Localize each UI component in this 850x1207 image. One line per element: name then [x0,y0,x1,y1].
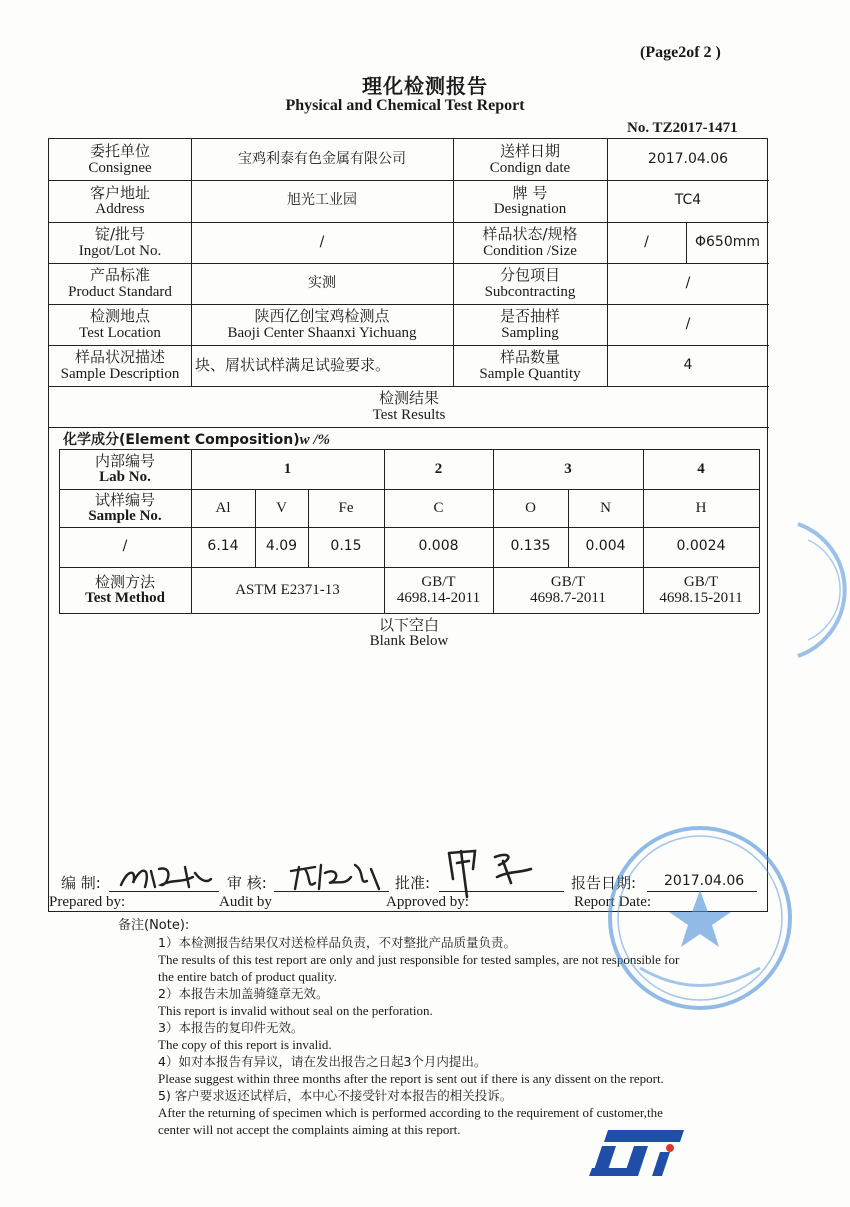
sample-quantity-label: 样品数量 Sample Quantity [479,348,581,382]
report-date-label-en: Report Date: [574,894,652,910]
element-value: 0.15 [330,538,362,555]
report-date-label-zh: 报告日期: [571,874,637,892]
product-standard-label: 产品标准 Product Standard [68,266,172,300]
subcontracting-label: 分包项目 Subcontracting [484,266,576,300]
prepared-signature [115,857,215,897]
condign-date-value: 2017.04.06 [647,150,729,167]
sample-description-value: 块、屑状试样满足试验要求。 [195,356,391,375]
test-method-value: GB/T 4698.15-2011 [659,573,743,606]
ingot-lot-label: 锭/批号 Ingot/Lot No. [78,225,162,259]
designation-value: TC4 [674,192,702,209]
lab-number: 4 [697,460,705,477]
element-value: 6.14 [207,538,239,555]
report-title-zh: 理化检测报告 [362,74,488,98]
sampling-label: 是否抽样 Sampling [499,307,560,341]
perforation-seal-stamp [790,520,850,660]
report-title-en: Physical and Chemical Test Report [285,97,525,114]
element-value: 0.008 [418,538,459,555]
blank-below: 以下空白 Blank Below [369,615,449,649]
element-header: Al [215,499,231,516]
report-date-value: 2017.04.06 [664,873,745,889]
condign-date-label: 送样日期 Condign date [489,142,571,176]
sampling-value: / [685,315,691,332]
element-header: V [276,499,287,516]
test-location-value: 陕西亿创宝鸡检测点 Baoji Center Shaanxi Yichuang [227,307,417,341]
sample-quantity-value: 4 [683,356,693,373]
test-method-value: GB/T 4698.7-2011 [530,573,606,606]
test-method-value: GB/T 4698.14-2011 [396,573,481,606]
lti-logo [588,1128,688,1180]
element-header: C [433,499,444,516]
lab-number: 3 [564,460,572,477]
consignee-label: 委托单位 Consignee [88,142,152,176]
element-value: 0.0024 [676,538,726,555]
designation-label: 牌 号 Designation [493,183,567,217]
approved-signature [439,839,549,901]
audit-signature [285,855,385,897]
sample-no-label: 试样编号 Sample No. [88,490,162,524]
consignee-value: 宝鸡利泰有色金属有限公司 [238,150,406,167]
test-method-value: ASTM E2371-13 [235,581,340,598]
report-number: No. TZ2017-1471 [627,120,738,136]
notes-heading: 备注(Note): [118,918,190,933]
note-zh: 3）本报告的复印件无效。 [158,1020,304,1035]
test-results-heading: 检测结果 Test Results [372,389,446,423]
subcontracting-value: / [685,274,691,291]
note-zh: 1）本检测报告结果仅对送检样品负责，不对整批产品质量负责。 [158,935,516,950]
size-value: Φ650mm [694,233,761,250]
note-zh: 4）如对本报告有异议，请在发出报告之日起3个月内提出。 [158,1054,487,1069]
note-en: After the returning of specimen which is performed according to the requirement of customer,the [158,1105,663,1120]
element-value: 0.135 [510,538,551,555]
element-header: Fe [338,499,354,516]
ingot-lot-value: / [319,233,325,250]
prepared-by-label-zh: 编 制: [61,874,101,892]
approved-by-label-en: Approved by: [386,894,469,910]
test-method-label: 检测方法 Test Method [85,572,165,606]
product-standard-value: 实测 [308,274,336,291]
condition-size-label: 样品状态/规格 Condition /Size [482,225,578,259]
element-header: H [695,499,707,516]
note-en: The results of this test report are only and just responsible for tested samples, are not responsible for [158,952,680,967]
official-seal-stamp [600,818,800,1018]
note-en: This report is invalid without seal on the perforation. [158,1003,433,1018]
audit-by-label-zh: 审 核: [227,874,267,892]
element-header: O [525,499,536,516]
note-en: Please suggest within three months after the report is sent out if there is any dissent on the report. [158,1071,664,1086]
note-en: the entire batch of product quality. [158,969,337,984]
element-header: N [600,499,611,516]
composition-label: 化学成分(Element Composition)w /% [63,432,331,448]
sample-description-label: 样品状况描述 Sample Description [60,348,180,382]
report-frame [48,138,768,912]
condition-value: / [644,233,649,250]
element-value: 4.09 [265,538,298,555]
note-en: The copy of this report is invalid. [158,1037,332,1052]
note-zh: 2）本报告未加盖骑缝章无效。 [158,986,329,1001]
lti-logo-icon [588,1128,688,1180]
sample-value: / [122,538,128,555]
lab-no-label: 内部编号 Lab No. [94,451,155,485]
approved-by-label-zh: 批准: [395,874,431,892]
note-zh: 5) 客户要求返还试样后，本中心不接受针对本报告的相关投诉。 [158,1088,513,1103]
address-label: 客户地址 Address [89,183,150,217]
lab-number: 2 [434,460,443,477]
element-value: 0.004 [585,538,626,555]
note-en: center will not accept the complaints aiming at this report. [158,1122,461,1137]
lab-number: 1 [283,460,292,477]
page-indicator: (Page2of 2 ) [640,44,721,61]
test-location-label: 检测地点 Test Location [79,307,161,341]
audit-by-label-en: Audit by [219,894,272,910]
address-value: 旭光工业园 [287,192,357,209]
prepared-by-label-en: Prepared by: [49,894,126,910]
